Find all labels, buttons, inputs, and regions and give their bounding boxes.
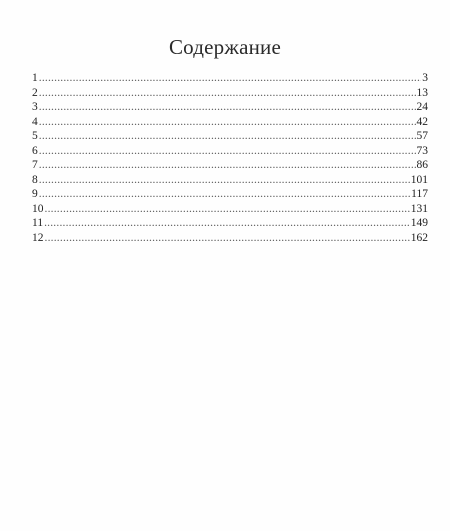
toc-entry-page: 86 <box>416 159 428 171</box>
dot-leader <box>45 202 410 217</box>
toc-entry-page: 117 <box>411 188 428 200</box>
toc-entry-number: 5 <box>32 130 38 142</box>
toc-entry <box>32 216 428 231</box>
toc-entry-page: 3 <box>422 72 428 84</box>
toc-entry-number: 9 <box>32 188 38 200</box>
dot-leader <box>39 187 410 202</box>
toc-entry-page: 131 <box>410 202 428 215</box>
dot-leader <box>39 158 416 173</box>
dot-leader <box>39 71 422 86</box>
toc-entry-page: 57 <box>416 130 428 142</box>
toc-entry <box>32 100 428 115</box>
toc-entry <box>32 129 428 144</box>
toc-entry-number: 3 <box>32 101 38 113</box>
toc-entry-page: 101 <box>410 173 428 186</box>
toc-entry <box>32 231 428 246</box>
toc-entry <box>32 144 428 159</box>
toc-entry-number: 6 <box>32 144 38 157</box>
toc-entry-number: 2 <box>32 86 38 99</box>
toc-entry <box>32 187 428 202</box>
toc-entry-number: 7 <box>32 159 38 171</box>
toc-entry-page: 149 <box>410 217 428 229</box>
dot-leader <box>44 216 410 231</box>
toc-entry-number: 12 <box>32 231 44 244</box>
toc-entry <box>32 202 428 217</box>
toc-entry-page: 24 <box>416 101 428 113</box>
toc-entry-page: 162 <box>410 231 428 244</box>
dot-leader <box>39 144 416 159</box>
dot-leader <box>39 115 416 130</box>
toc-entry <box>32 158 428 173</box>
toc-entry-number: 10 <box>32 202 44 215</box>
toc-entry-page: 13 <box>416 86 428 99</box>
toc-entry <box>32 71 428 86</box>
toc-entry-page: 73 <box>416 144 428 157</box>
toc-entry-number: 1 <box>32 72 38 84</box>
dot-leader <box>39 100 416 115</box>
table-of-contents <box>32 71 428 245</box>
toc-entry <box>32 86 428 101</box>
toc-entry <box>32 115 428 130</box>
dot-leader <box>39 129 416 144</box>
toc-entry-number: 8 <box>32 173 38 186</box>
toc-entry-number: 4 <box>32 115 38 128</box>
toc-title: Содержание <box>168 35 282 59</box>
toc-entry <box>32 173 428 188</box>
toc-entry-number: 11 <box>32 217 44 229</box>
toc-entry-page: 42 <box>416 115 428 128</box>
dot-leader <box>45 231 410 246</box>
dot-leader <box>39 173 410 188</box>
dot-leader <box>39 86 416 101</box>
